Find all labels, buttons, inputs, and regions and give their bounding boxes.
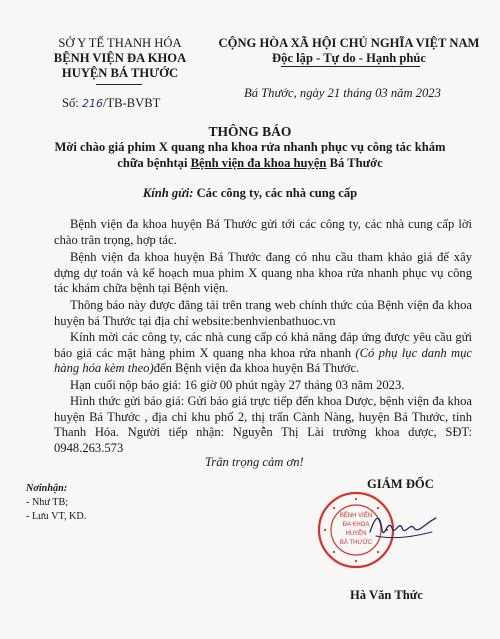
document-title: THÔNG BÁO xyxy=(208,124,292,139)
issue-date: Bá Thước, ngày 21 tháng 03 năm 2023 xyxy=(244,86,441,100)
paragraph-invitation-italic: (Có phụ lục danh mục hàng hóa kèm theo) xyxy=(54,345,472,376)
recipients-block xyxy=(26,482,86,524)
header-left xyxy=(40,36,200,81)
header-left-underline xyxy=(96,84,142,85)
paragraph-greeting xyxy=(54,217,472,248)
signature-scribble xyxy=(366,506,440,544)
paragraph-greeting-text: Bệnh viện đa khoa huyện Bá Thước gửi tới các công ty, các nhà cung cấp lời chào trân trọng, hợp tác. xyxy=(54,217,472,247)
subtitle-pre: chữa bệnhtại xyxy=(117,156,191,170)
subtitle-underlined: Bệnh viện đa khoa huyện xyxy=(190,156,327,170)
recipient-value: Các công ty, các nhà cung cấp xyxy=(196,186,358,200)
paragraph-website-text: Thông báo này được đăng tải trên trang web chính thức của Bệnh viện đa khoa huyện bá Thước tại địa chỉ website:benhvienbathuoc.vn xyxy=(54,298,472,328)
paragraph-deadline-text: Hạn cuối nộp báo giá: 16 giờ 00 phút ngày 27 tháng 03 năm 2023. xyxy=(70,378,405,392)
signature-title: GIÁM ĐỐC xyxy=(367,477,434,491)
signer-name: Hà Văn Thức xyxy=(350,588,423,602)
country-name: CỘNG HÒA XÃ HỘI CHỦ NGHĨA VIỆT NAM xyxy=(218,36,480,50)
paragraph-purpose-text: Bệnh viện đa khoa huyện Bá Thước đang có nhu cầu tham khảo giá để xây dựng dự toán và kế hoạch mua phim X quang nha khoa rửa nhanh phục vụ công tác khám chữa bệnh tại Bệnh viện. xyxy=(54,250,472,296)
document-number xyxy=(62,96,160,111)
document-subtitle-line2 xyxy=(0,156,500,171)
recipient-item-2: - Lưu VT, KD. xyxy=(26,511,87,522)
paragraph-invitation xyxy=(54,330,472,377)
subtitle-post: Bá Thước xyxy=(326,156,383,170)
paragraph-submission-text: Hình thức gửi báo giá: Gửi báo giá trực tiếp đến khoa Dược, bệnh viện đa khoa huyện Bá Thước , địa chỉ khu phố 2, thị trấn Cành Nàng, huyện Bá Thước, tỉnh Thanh Hóa. Người tiếp nhận: Nguyễn Thị Lài trưởng khoa dược, SĐT: 0948.263.573 xyxy=(54,394,472,455)
doc-no-handwritten: 216 xyxy=(81,97,103,110)
paragraph-invitation-text: Kính mời các công ty, các nhà cung cấp có khả năng đáp ứng được yêu cầu gửi báo giá các mặt hàng phim X quang nha khoa rửa nhanh xyxy=(54,330,472,360)
recipient-item-1: - Như TB; xyxy=(26,497,69,508)
seal-text-2: ĐA KHOA xyxy=(342,522,370,528)
country-motto: Độc lập - Tự do - Hạnh phúc xyxy=(272,51,426,65)
doc-no-prefix: Số: xyxy=(62,96,79,110)
seal-text-1: BỆNH VIỆN xyxy=(339,513,373,519)
hospital-name-line1: BỆNH VIỆN ĐA KHOA xyxy=(53,51,187,65)
hospital-name-line2: HUYỆN BÁ THƯỚC xyxy=(61,66,179,80)
seal-text-4: BÁ THƯỚC xyxy=(339,540,373,546)
paragraph-purpose xyxy=(54,250,472,297)
recipients-label: Nơinhận: xyxy=(26,483,68,494)
seal-text-3: HUYỆN xyxy=(345,531,367,537)
paragraph-invitation-end: đến Bệnh viện đa khoa huyện Bá Thước. xyxy=(153,361,360,376)
header-right xyxy=(214,36,484,66)
ministry-name: SỞ Y TẾ THANH HÓA xyxy=(58,36,182,50)
doc-no-suffix: /TB-BVBT xyxy=(102,96,161,110)
paragraph-website xyxy=(54,298,472,329)
paragraph-submission xyxy=(54,394,472,456)
recipient-label: Kính gửi: xyxy=(142,186,194,200)
motto-underline xyxy=(281,66,420,67)
recipient-line xyxy=(0,186,500,201)
document-subtitle-line1: Mời chào giá phim X quang nha khoa rửa nhanh phục vụ công tác khám xyxy=(54,140,446,154)
closing-text: Trân trọng cảm ơn! xyxy=(205,455,304,469)
paragraph-deadline xyxy=(54,378,472,394)
